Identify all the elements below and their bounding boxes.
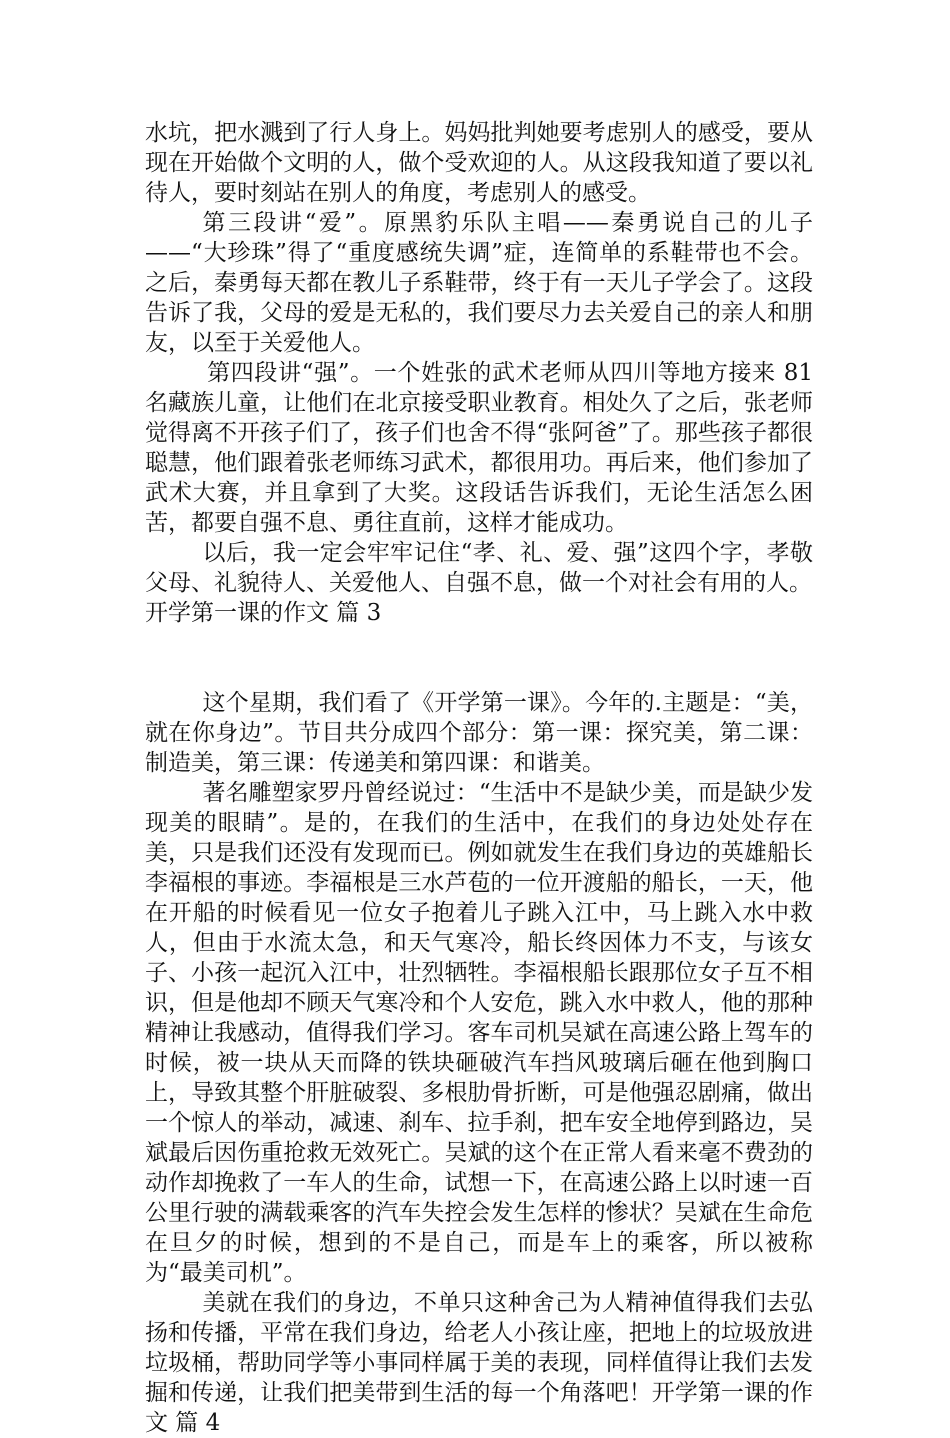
section-heading-essay-3: 开学第一课的作文 篇 3 — [145, 600, 382, 626]
paragraph-intro-beauty: 这个星期，我们看了《开学第一课》。今年的.主题是：“美，就在你身边”。节目共分成四个部分：第一课：探究美，第二课：制造美，第三课：传递美和第四课：和谐美。 — [145, 690, 813, 776]
section-spacer — [145, 628, 813, 688]
paragraph-love: 第三段讲“爱”。原黑豹乐队主唱——秦勇说自己的儿子——“大珍珠”得了“重度感统失调”症，连简单的系鞋带也不会。之后，秦勇每天都在教儿子系鞋带，终于有一天儿子学会了。这段告诉了我，父母的爱是无私的，我们要尽力去关爱自己的亲人和朋友，以至于关爱他人。 — [145, 210, 813, 356]
paragraph-examples: 著名雕塑家罗丹曾经说过：“生活中不是缺少美，而是缺少发现美的眼睛”。是的，在我们的生活中，在我们的身边处处存在美，只是我们还没有发现而已。例如就发生在我们身边的英雄船长李福根的事迹。李福根是三水芦苞的一位开渡船的船长，一天，他在开船的时候看见一位女子抱着儿子跳入江中，马上跳入水中救人，但由于水流太急，和天气寒冷，船长终因体力不支，与该女子、小孩一起沉入江中，壮烈牺牲。李福根船长跟那位女子互不相识，但是他却不顾天气寒冷和个人安危，跳入水中救人，他的那种精神让我感动，值得我们学习。客车司机吴斌在高速公路上驾车的时候，被一块从天而降的铁块砸破汽车挡风玻璃后砸在他到胸口上，导致其整个肝脏破裂、多根肋骨折断，可是他强忍剧痛，做出一个惊人的举动，减速、刹车、拉手刹，把车安全地停到路边，吴斌最后因伤重抢救无效死亡。吴斌的这个在正常人看来毫不费劲的动作却挽救了一车人的生命，试想一下，在高速公路上以时速一百公里行驶的满载乘客的汽车失控会发生怎样的惨状？吴斌在生命危在旦夕的时候，想到的不是自己，而是车上的乘客，所以被称为“最美司机”。 — [145, 780, 813, 1286]
paragraph-courtesy-end: 水坑，把水溅到了行人身上。妈妈批判她要考虑别人的感受，要从现在开始做个文明的人，做个受欢迎的人。从这段我知道了要以礼待人，要时刻站在别人的角度，考虑别人的感受。 — [145, 120, 813, 206]
paragraph-closing: 美就在我们的身边，不单只这种舍己为人精神值得我们去弘扬和传播，平常在我们身边，给老人小孩让座，把地上的垃圾放进垃圾桶，帮助同学等小事同样属于美的表现，同样值得让我们去发掘和传递，让我们把美带到生活的每一个角落吧！开学第一课的作文 篇 4 — [145, 1290, 813, 1436]
document-page — [145, 118, 813, 1438]
paragraph-conclusion: 以后，我一定会牢牢记住“孝、礼、爱、强”这四个字，孝敬父母、礼貌待人、关爱他人、自强不息，做一个对社会有用的人。 — [145, 540, 813, 596]
paragraph-strength: 第四段讲“强”。一个姓张的武术老师从四川等地方接来 81 名藏族儿童，让他们在北京接受职业教育。相处久了之后，张老师觉得离不开孩子们了，孩子们也舍不得“张阿爸”了。那些孩子都很聪慧，他们跟着张老师练习武术，都很用功。再后来，他们参加了武术大赛，并且拿到了大奖。这段话告诉我们，无论生活怎么困苦，都要自强不息、勇往直前，这样才能成功。 — [145, 360, 813, 536]
